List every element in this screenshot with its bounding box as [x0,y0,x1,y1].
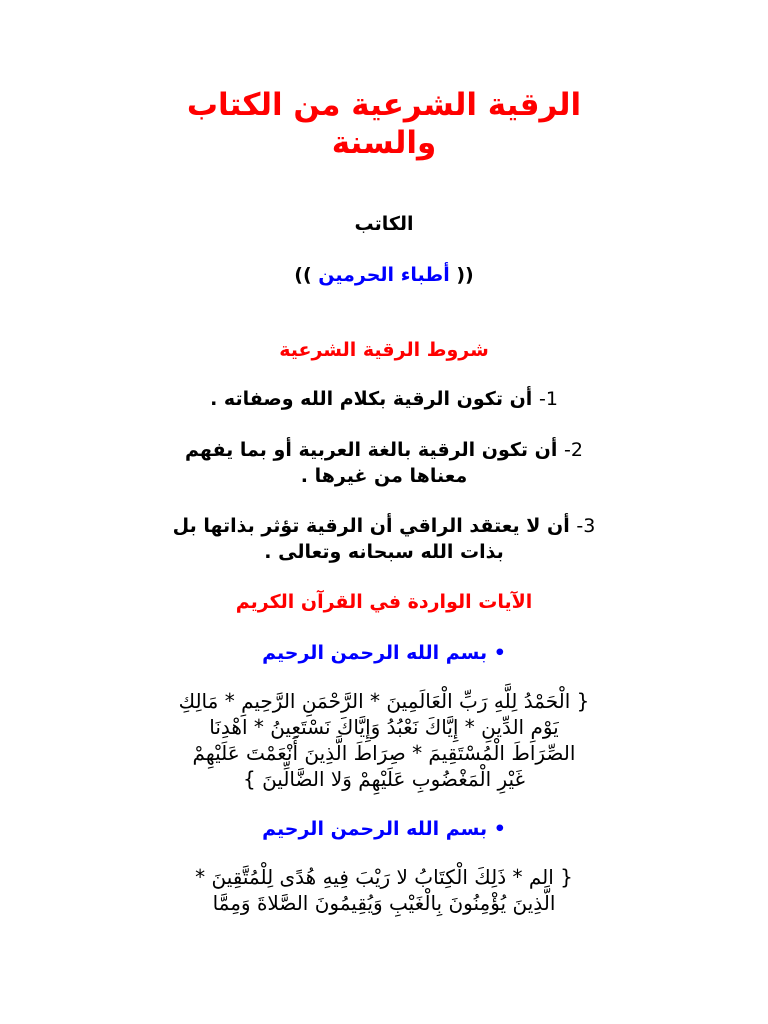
condition-item [110,437,658,489]
condition-item [110,386,658,412]
author-label: الكاتب [354,213,414,235]
verse-text: { الْحَمْدُ لِلَّهِ رَبِّ الْعَالَمِينَ * الرَّحْمَنِ الرَّحِيمِ * مَالِكِ يَوْمِ الدِّينِ * إِيَّاكَ نَعْبُدُ وَإِيَّاكَ نَسْتَعِينُ * اهْدِنَا الصِّرَاطَ الْمُسْتَقِيمَ * صِرَاطَ الَّذِينَ أَنْعَمْتَ عَلَيْهِمْ غَيْرِ الْمَغْضُوبِ عَلَيْهِمْ وَلا الضَّالِّينَ } [178,689,590,791]
author-open-paren: (( [456,264,474,286]
condition-text: أن تكون الرقية بكلام الله وصفاته . [210,388,533,410]
verse-text: { الم * ذَلِكَ الْكِتَابُ لا رَيْبَ فِيهِ هُدًى لِلْمُتَّقِينَ * الَّذِينَ يُؤْمِنُونَ بِالْغَيْبِ وَيُقِيمُونَ الصَّلاةَ وَمِمَّا [195,865,573,915]
condition-text: أن تكون الرقية بالغة العربية أو بما يفهم معناها من غيرها . [185,439,558,487]
author-close-paren: )) [294,264,312,286]
section-bismillah: • بسم الله الرحمن الرحيم [262,818,506,840]
condition-number: 3- [576,515,596,537]
conditions-heading: شروط الرقية الشرعية [279,339,489,361]
section-bismillah: • بسم الله الرحمن الرحيم [262,642,506,664]
condition-number: 2- [564,439,583,461]
author-line [110,262,658,288]
condition-item [110,513,658,565]
verses-heading: الآيات الواردة في القرآن الكريم [235,591,533,613]
author-name: أطباء الحرمين [318,264,450,286]
condition-number: 1- [538,388,558,410]
document-title: الرقية الشرعية من الكتاب والسنة [186,87,582,161]
condition-text: أن لا يعتقد الراقي أن الرقية تؤثر بذاتها بل بذات الله سبحانه وتعالى . [172,515,570,563]
